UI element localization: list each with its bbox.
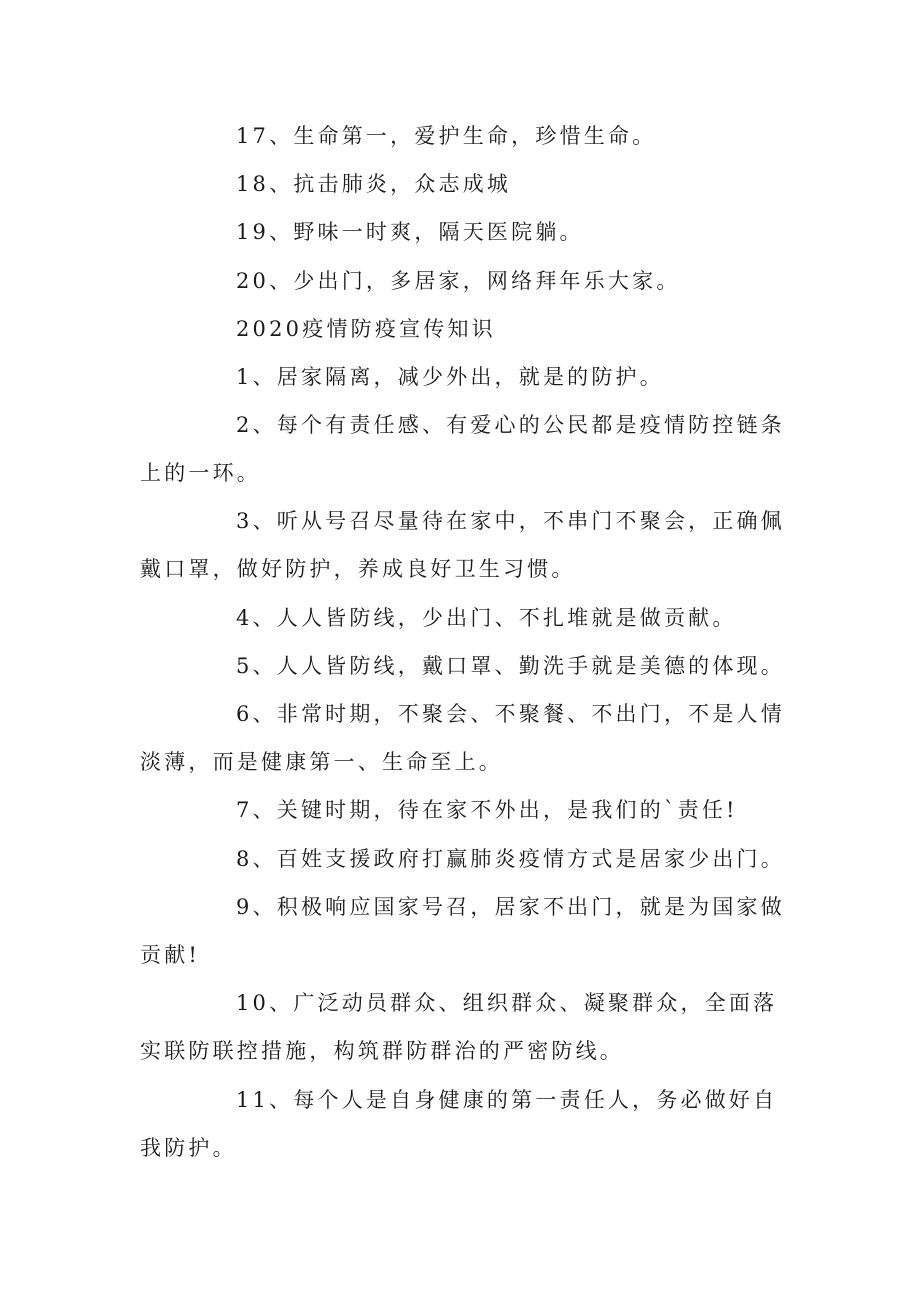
paragraph-item-17: 17、生命第一，爱护生命，珍惜生命。 xyxy=(236,124,657,148)
paragraph-item-19: 19、野味一时爽，隔天医院躺。 xyxy=(236,220,584,244)
paragraph-item-1: 1、居家隔离，减少外出，就是的防护。 xyxy=(236,365,664,389)
section-heading: 2020疫情防疫宣传知识 xyxy=(236,317,496,341)
paragraph-item-2: 2、每个有责任感、有爱心的公民都是疫情防控链条上的一环。 xyxy=(140,413,785,485)
paragraph-item-3: 3、听从号召尽量待在家中，不串门不聚会，正确佩戴口罩，做好防护，养成良好卫生习惯。 xyxy=(140,509,785,581)
paragraph-item-6: 6、非常时期，不聚会、不聚餐、不出门，不是人情淡薄，而是健康第一、生命至上。 xyxy=(140,702,785,774)
paragraph-item-4: 4、人人皆防线，少出门、不扎堆就是做贡献。 xyxy=(236,606,737,630)
paragraph-item-20: 20、少出门，多居家，网络拜年乐大家。 xyxy=(236,269,681,293)
paragraph-item-5: 5、人人皆防线，戴口罩、勤洗手就是美德的体现。 xyxy=(236,654,785,678)
paragraph-item-8: 8、百姓支援政府打赢肺炎疫情方式是居家少出门。 xyxy=(236,847,785,871)
paragraph-item-9: 9、积极响应国家号召，居家不出门，就是为国家做贡献! xyxy=(140,895,785,967)
paragraph-item-11: 11、每个人是自身健康的第一责任人，务必做好自我防护。 xyxy=(140,1088,778,1160)
paragraph-item-7: 7、关键时期，待在家不外出，是我们的`责任! xyxy=(236,798,738,822)
paragraph-item-10: 10、广泛动员群众、组织群众、凝聚群众，全面落实联防联控措施，构筑群防群治的严密防线。 xyxy=(140,991,778,1063)
paragraph-item-18: 18、抗击肺炎，众志成城 xyxy=(236,172,512,196)
